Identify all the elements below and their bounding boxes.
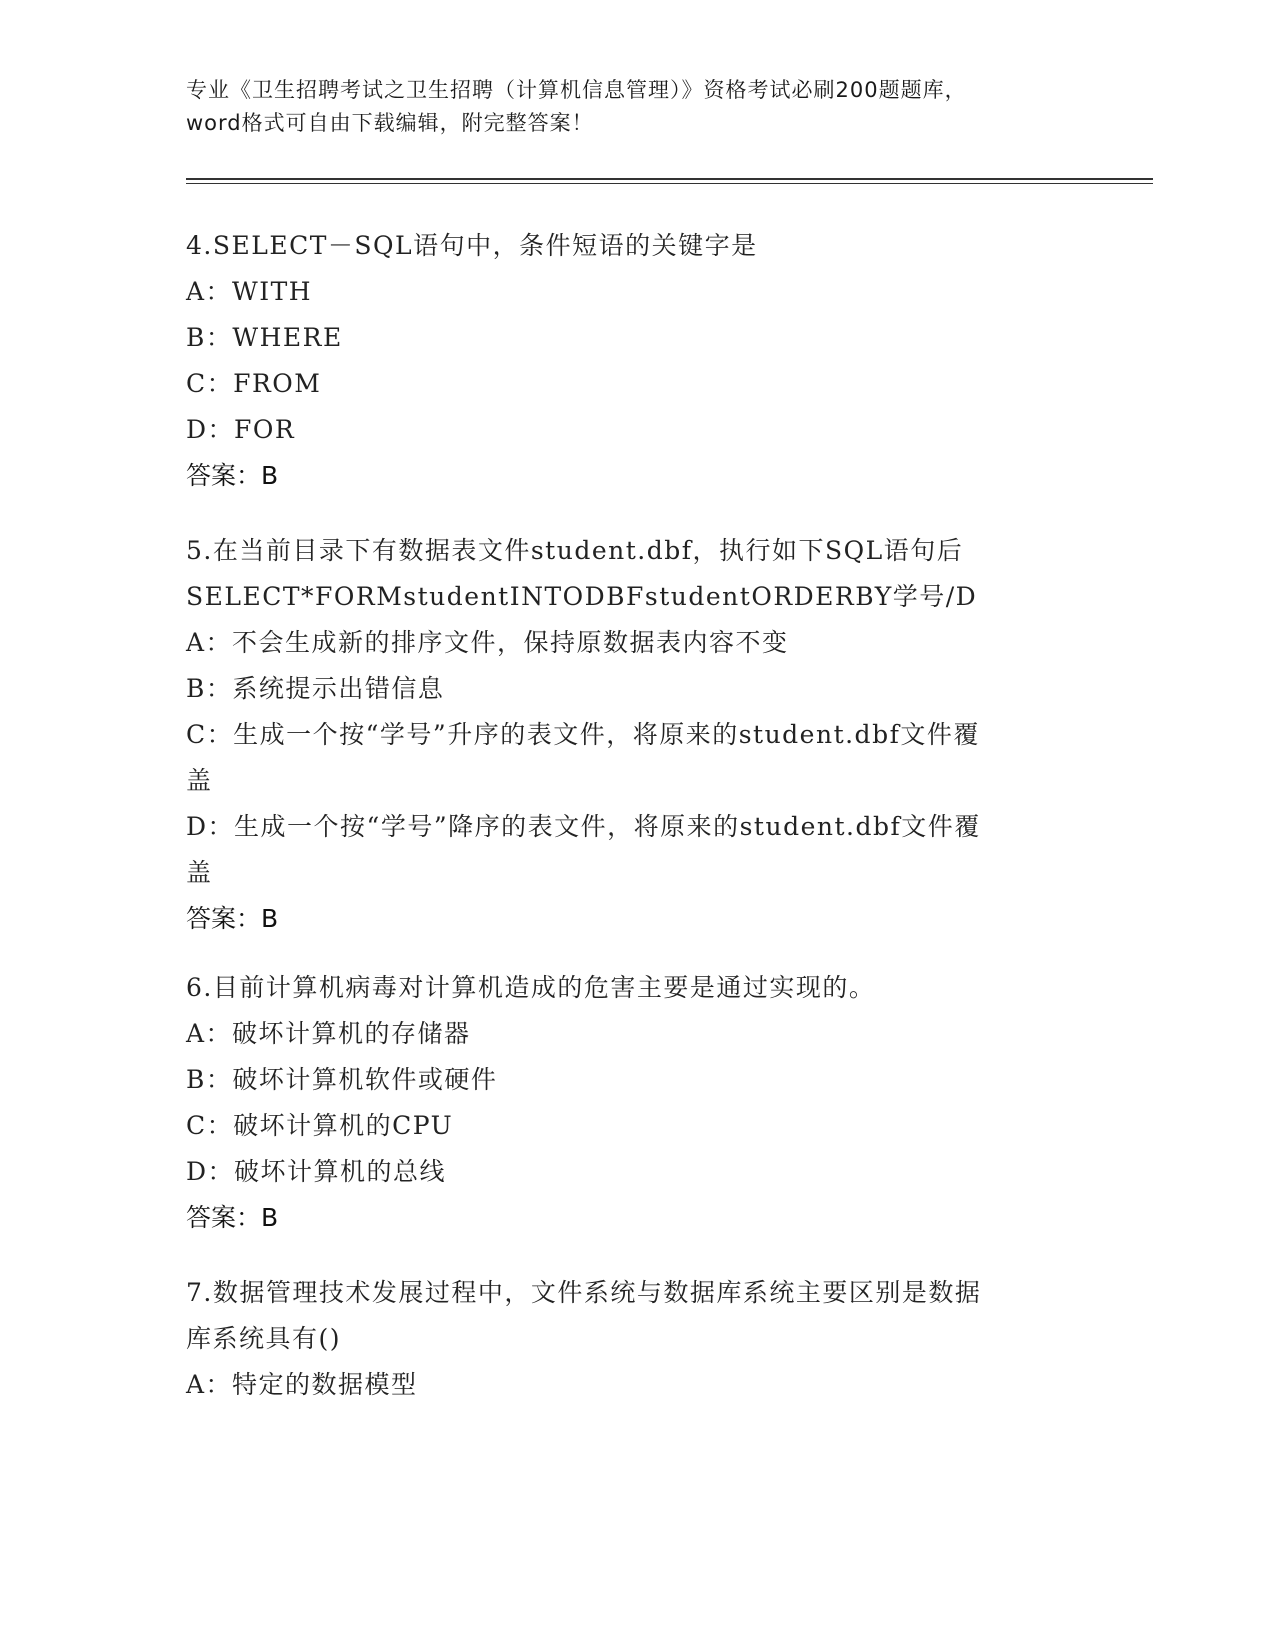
answer-line: 答案：B <box>186 1203 279 1232</box>
question-stem-continued: SELECT*FORMstudentINTODBFstudentORDERBY学号/D <box>186 582 978 611</box>
answer-line: 答案：B <box>186 904 279 933</box>
question-7 <box>186 1270 1086 1408</box>
document-header <box>186 74 1086 140</box>
question-stem: 6.目前计算机病毒对计算机造成的危害主要是通过实现的。 <box>186 973 876 1002</box>
option-c: C：生成一个按“学号”升序的表文件，将原来的student.dbf文件覆 <box>186 720 980 749</box>
option-d-continued: 盖 <box>186 858 213 887</box>
option-d: D：FOR <box>186 415 296 444</box>
option-d: D：生成一个按“学号”降序的表文件，将原来的student.dbf文件覆 <box>186 812 981 841</box>
question-4 <box>186 223 1086 499</box>
question-stem-continued: 库系统具有() <box>186 1324 342 1353</box>
question-stem: 7.数据管理技术发展过程中，文件系统与数据库系统主要区别是数据 <box>186 1278 982 1307</box>
header-divider <box>186 178 1153 184</box>
option-a: A：特定的数据模型 <box>186 1370 418 1399</box>
question-stem: 4.SELECT－SQL语句中，条件短语的关键字是 <box>186 231 758 260</box>
option-a: A：WITH <box>186 277 313 306</box>
question-5 <box>186 528 1086 942</box>
option-c: C：破坏计算机的CPU <box>186 1111 454 1140</box>
option-b: B：系统提示出错信息 <box>186 674 445 703</box>
option-a: A：破坏计算机的存储器 <box>186 1019 471 1048</box>
option-a: A：不会生成新的排序文件，保持原数据表内容不变 <box>186 628 789 657</box>
option-b: B：WHERE <box>186 323 343 352</box>
option-d: D：破坏计算机的总线 <box>186 1157 447 1186</box>
header-line-2: word格式可自由下载编辑，附完整答案！ <box>186 111 594 135</box>
option-c: C：FROM <box>186 369 322 398</box>
question-stem: 5.在当前目录下有数据表文件student.dbf，执行如下SQL语句后 <box>186 536 964 565</box>
question-6 <box>186 965 1086 1241</box>
header-line-1: 专业《卫生招聘考试之卫生招聘（计算机信息管理）》资格考试必刷200题题库， <box>186 78 967 102</box>
option-b: B：破坏计算机软件或硬件 <box>186 1065 498 1094</box>
answer-line: 答案：B <box>186 461 279 490</box>
option-c-continued: 盖 <box>186 766 213 795</box>
